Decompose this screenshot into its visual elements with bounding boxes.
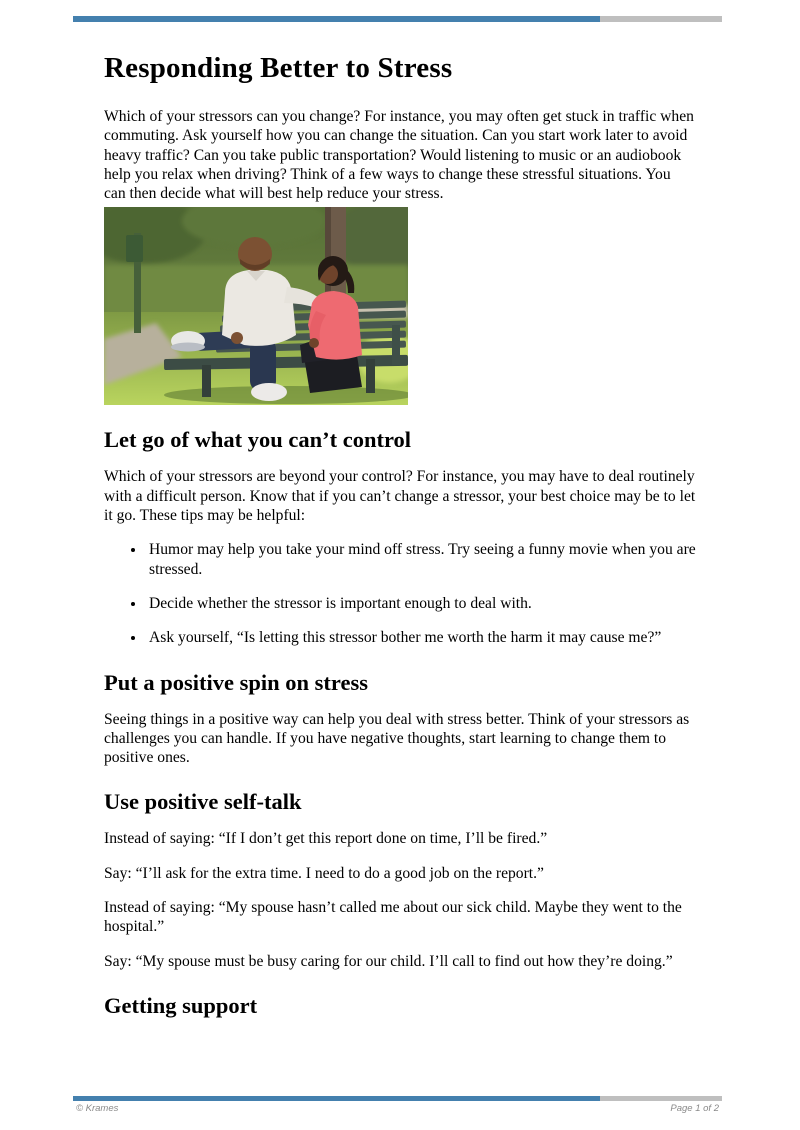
section-heading-let-go: Let go of what you can’t control — [104, 427, 412, 453]
intro-paragraph: Which of your stressors can you change? For instance, you may often get stuck in traffic when commuting. Ask yourself how you can change the situation. Can you start work later to avoid heavy traffic? Can you take public transportation? Would listening to music or an audiobook help you relax when driving? Think of a few ways to change these stressful situations. You can then decide what will best help reduce your stress. — [104, 108, 694, 203]
tips-list-item: • Humor may help you take your mind off stress. Try seeing a funny movie when you are stressed. — [146, 540, 696, 579]
section-heading-positive-spin: Put a positive spin on stress — [104, 669, 369, 695]
footer-rule-blue-segment — [73, 1096, 600, 1101]
tips-list-item: • Decide whether the stressor is important enough to deal with. — [146, 594, 696, 613]
self-talk-paragraph: Say: “My spouse must be busy caring for our child. I’ll call to find out how they’re doing.” — [104, 952, 673, 970]
self-talk-paragraph: Say: “I’ll ask for the extra time. I need to do a good job on the report.” — [104, 864, 544, 882]
tips-list — [104, 540, 696, 647]
self-talk-paragraph: Instead of saying: “If I don’t get this report done on time, I’ll be fired.” — [104, 830, 548, 848]
copyright-text: © Krames — [76, 1103, 119, 1114]
page-footer — [73, 1103, 722, 1114]
header-rule-gray-segment — [600, 16, 722, 22]
self-talk-paragraph: Instead of saying: “My spouse hasn’t called me about our sick child. Maybe they went to the hospital.” — [104, 899, 682, 936]
section-positive-spin-paragraph: Seeing things in a positive way can help you deal with stress better. Think of your stressors as challenges you can handle. If you have negative thoughts, start learning to change them to positive ones. — [104, 710, 690, 767]
couple-talking-on-bench-photo — [104, 207, 408, 405]
header-rule — [73, 16, 722, 22]
tips-list-item: • Ask yourself, “Is letting this stressor bother me worth the harm it may cause me?” — [146, 628, 696, 647]
section-let-go-paragraph: Which of your stressors are beyond your control? For instance, you may have to deal routinely with a difficult person. Know that if you can’t change a stressor, your best choice may be to let it go. These tips may be helpful: — [104, 468, 696, 525]
header-rule-blue-segment — [73, 16, 600, 22]
page-title: Responding Better to Stress — [104, 52, 453, 84]
page-number-label: Page 1 of 2 — [670, 1103, 719, 1114]
footer-rule-gray-segment — [600, 1096, 722, 1101]
section-heading-getting-support: Getting support — [104, 992, 258, 1018]
footer-rule — [73, 1096, 722, 1101]
section-heading-self-talk: Use positive self-talk — [104, 789, 302, 815]
document-body — [104, 52, 696, 1033]
